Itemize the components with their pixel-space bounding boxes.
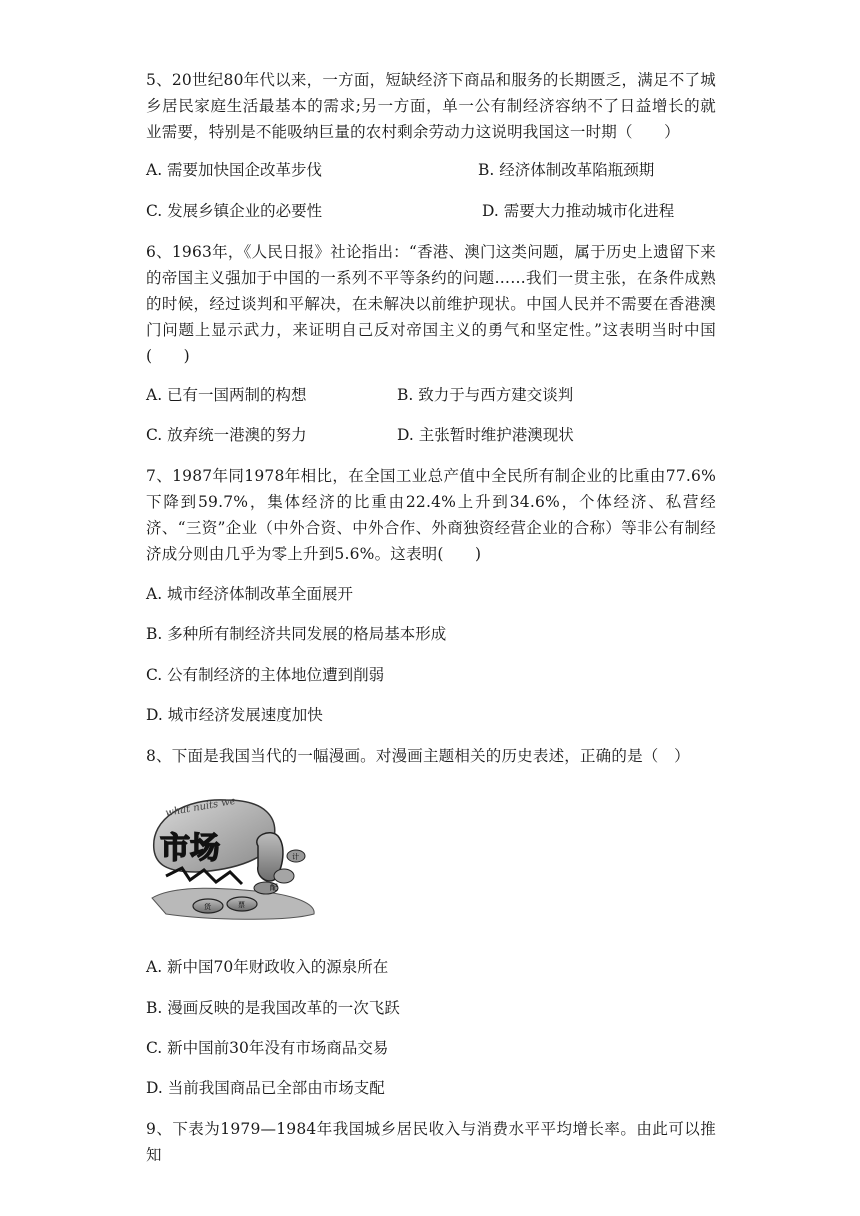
question-7-option-b: B. 多种所有制经济共同发展的格局基本形成 bbox=[146, 625, 447, 643]
question-7-option-d: D. 城市经济发展速度加快 bbox=[146, 706, 323, 724]
question-6-option-d: D. 主张暂时维护港澳现状 bbox=[397, 426, 574, 444]
question-5-option-a: A. 需要加快国企改革步伐 bbox=[146, 161, 323, 179]
question-5-option-b: B. 经济体制改革陷瓶颈期 bbox=[478, 161, 655, 179]
question-8-option-a: A. 新中国70年财政收入的源泉所在 bbox=[146, 958, 389, 976]
cartoon-label-huo: 货 bbox=[204, 903, 211, 911]
question-5-option-d: D. 需要大力推动城市化进程 bbox=[482, 202, 675, 220]
question-7-stem: 7、1987年同1978年相比，在全国工业总产值中全民所有制企业的比重由77.6%下降到59.7%，集体经济的比重由22.4%上升到34.6%，个体经济、私营经济、“三资”企业（中外合资、中外合作、外商独资经营企业的合称）等非公有制经济成分则由几乎为零上升到5.6%。这表明( ) bbox=[146, 467, 716, 563]
question-6-stem: 6、1963年，《人民日报》社论指出：“香港、澳门这类问题，属于历史上遗留下来的帝国主义强加于中国的一系列不平等条约的问题……我们一贯主张，在条件成熟的时候，经过谈判和平解决，在未解决以前维护现状。中国人民并不需要在香港澳门问题上显示武力，来证明自己反对帝国主义的勇气和坚定性。”这表明当时中国( ) bbox=[146, 243, 716, 365]
question-9-stem: 9、下表为1979—1984年我国城乡居民收入与消费水平平均增长率。由此可以推知 bbox=[146, 1120, 716, 1164]
question-7-option-a: A. 城市经济体制改革全面展开 bbox=[146, 585, 354, 603]
question-6-option-b: B. 致力于与西方建交谈判 bbox=[397, 386, 574, 404]
question-8-option-b: B. 漫画反映的是我国改革的一次飞跃 bbox=[146, 999, 400, 1017]
cartoon-label-ji: 计 bbox=[292, 853, 299, 861]
question-8-option-d: D. 当前我国商品已全部由市场支配 bbox=[146, 1079, 385, 1097]
question-7-option-c: C. 公有制经济的主体地位遭到削弱 bbox=[146, 666, 385, 684]
cartoon-label-piao: 票 bbox=[238, 901, 245, 909]
question-5-stem: 5、20世纪80年代以来，一方面，短缺经济下商品和服务的长期匮乏，满足不了城乡居民家庭生活最基本的需求;另一方面，单一公有制经济容纳不了日益增长的就业需要，特别是不能吸纳巨量的农村剩余劳动力这说明我国这一时期（ ） bbox=[146, 71, 716, 141]
market-cartoon-image bbox=[146, 788, 326, 928]
question-6-option-c: C. 放弃统一港澳的努力 bbox=[146, 426, 307, 444]
question-8-option-c: C. 新中国前30年没有市场商品交易 bbox=[146, 1039, 389, 1057]
cartoon-main-text: 市场 bbox=[160, 831, 220, 866]
question-6-option-a: A. 已有一国两制的构想 bbox=[146, 386, 307, 404]
question-8-stem: 8、下面是我国当代的一幅漫画。对漫画主题相关的历史表述，正确的是（ ） bbox=[146, 747, 690, 765]
cartoon-script-text: what nuits we bbox=[164, 795, 237, 819]
cartoon-label-pei: 配 bbox=[270, 883, 278, 892]
question-5-option-c: C. 发展乡镇企业的必要性 bbox=[146, 202, 323, 220]
